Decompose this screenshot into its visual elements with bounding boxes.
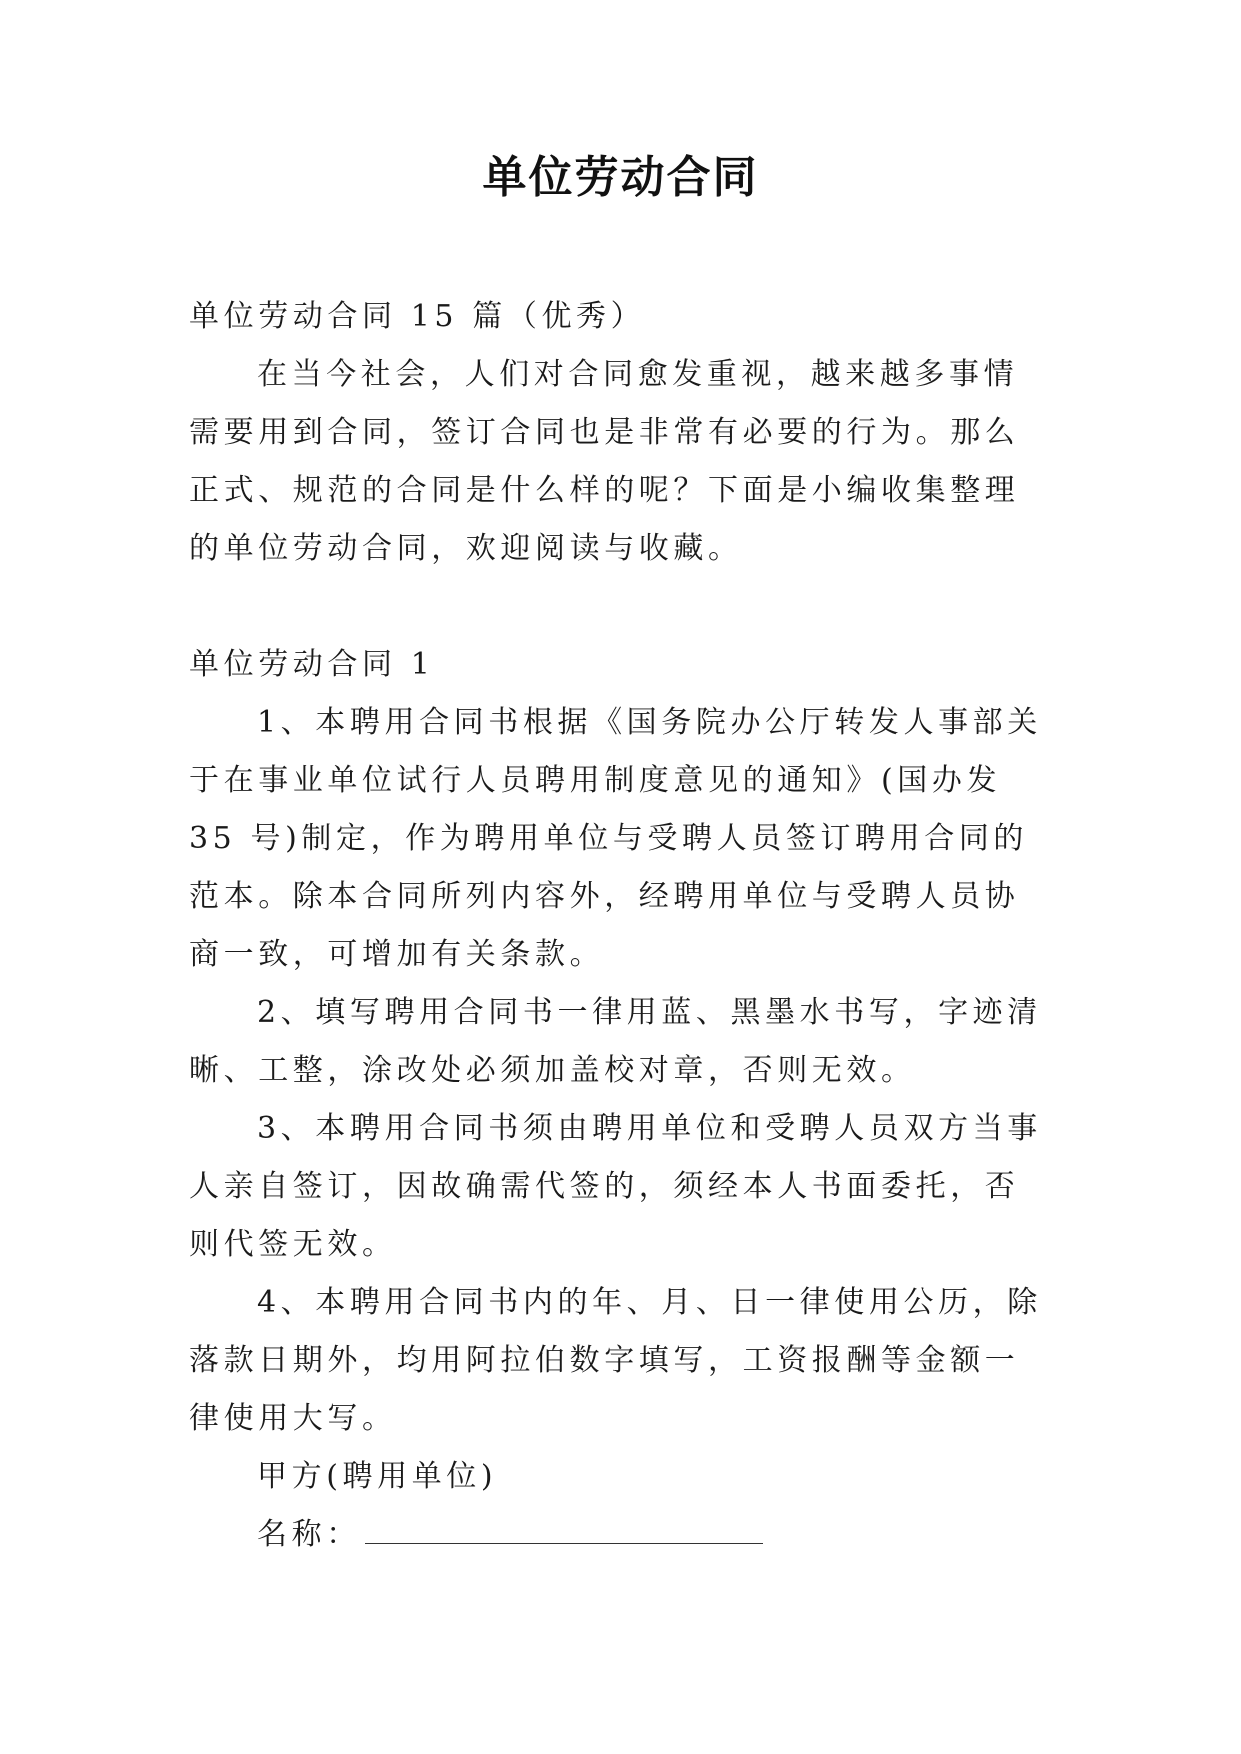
name-field-row <box>189 1506 1049 1564</box>
document-title: 单位劳动合同 <box>482 152 759 203</box>
document-subtitle: 单位劳动合同 15 篇（优秀） <box>189 299 646 334</box>
section-heading: 单位劳动合同 1 <box>189 647 435 682</box>
clause-4: 4、本聘用合同书内的年、月、日一律使用公历，除落款日期外，均用阿拉伯数字填写，工资报酬等金额一律使用大写。 <box>189 1285 1042 1436</box>
clause-2: 2、填写聘用合同书一律用蓝、黑墨水书写，字迹清晰、工整，涂改处必须加盖校对章，否则无效。 <box>189 995 1042 1088</box>
name-blank-line <box>365 1541 763 1544</box>
intro-paragraph: 在当今社会，人们对合同愈发重视，越来越多事情需要用到合同，签订合同也是非常有必要的行为。那么正式、规范的合同是什么样的呢？下面是小编收集整理的单位劳动合同，欢迎阅读与收藏。 <box>189 357 1020 566</box>
party-a-label: 甲方(聘用单位) <box>257 1459 498 1494</box>
name-label: 名称： <box>257 1517 361 1552</box>
document-body <box>189 288 1049 1564</box>
clause-1: 1、本聘用合同书根据《国务院办公厅转发人事部关于在事业单位试行人员聘用制度意见的通知》(国办发 35 号)制定，作为聘用单位与受聘人员签订聘用合同的范本。除本合同所列内容外，经聘用单位与受聘人员协商一致，可增加有关条款。 <box>189 705 1042 972</box>
clause-3: 3、本聘用合同书须由聘用单位和受聘人员双方当事人亲自签订，因故确需代签的，须经本人书面委托，否则代签无效。 <box>189 1111 1042 1262</box>
